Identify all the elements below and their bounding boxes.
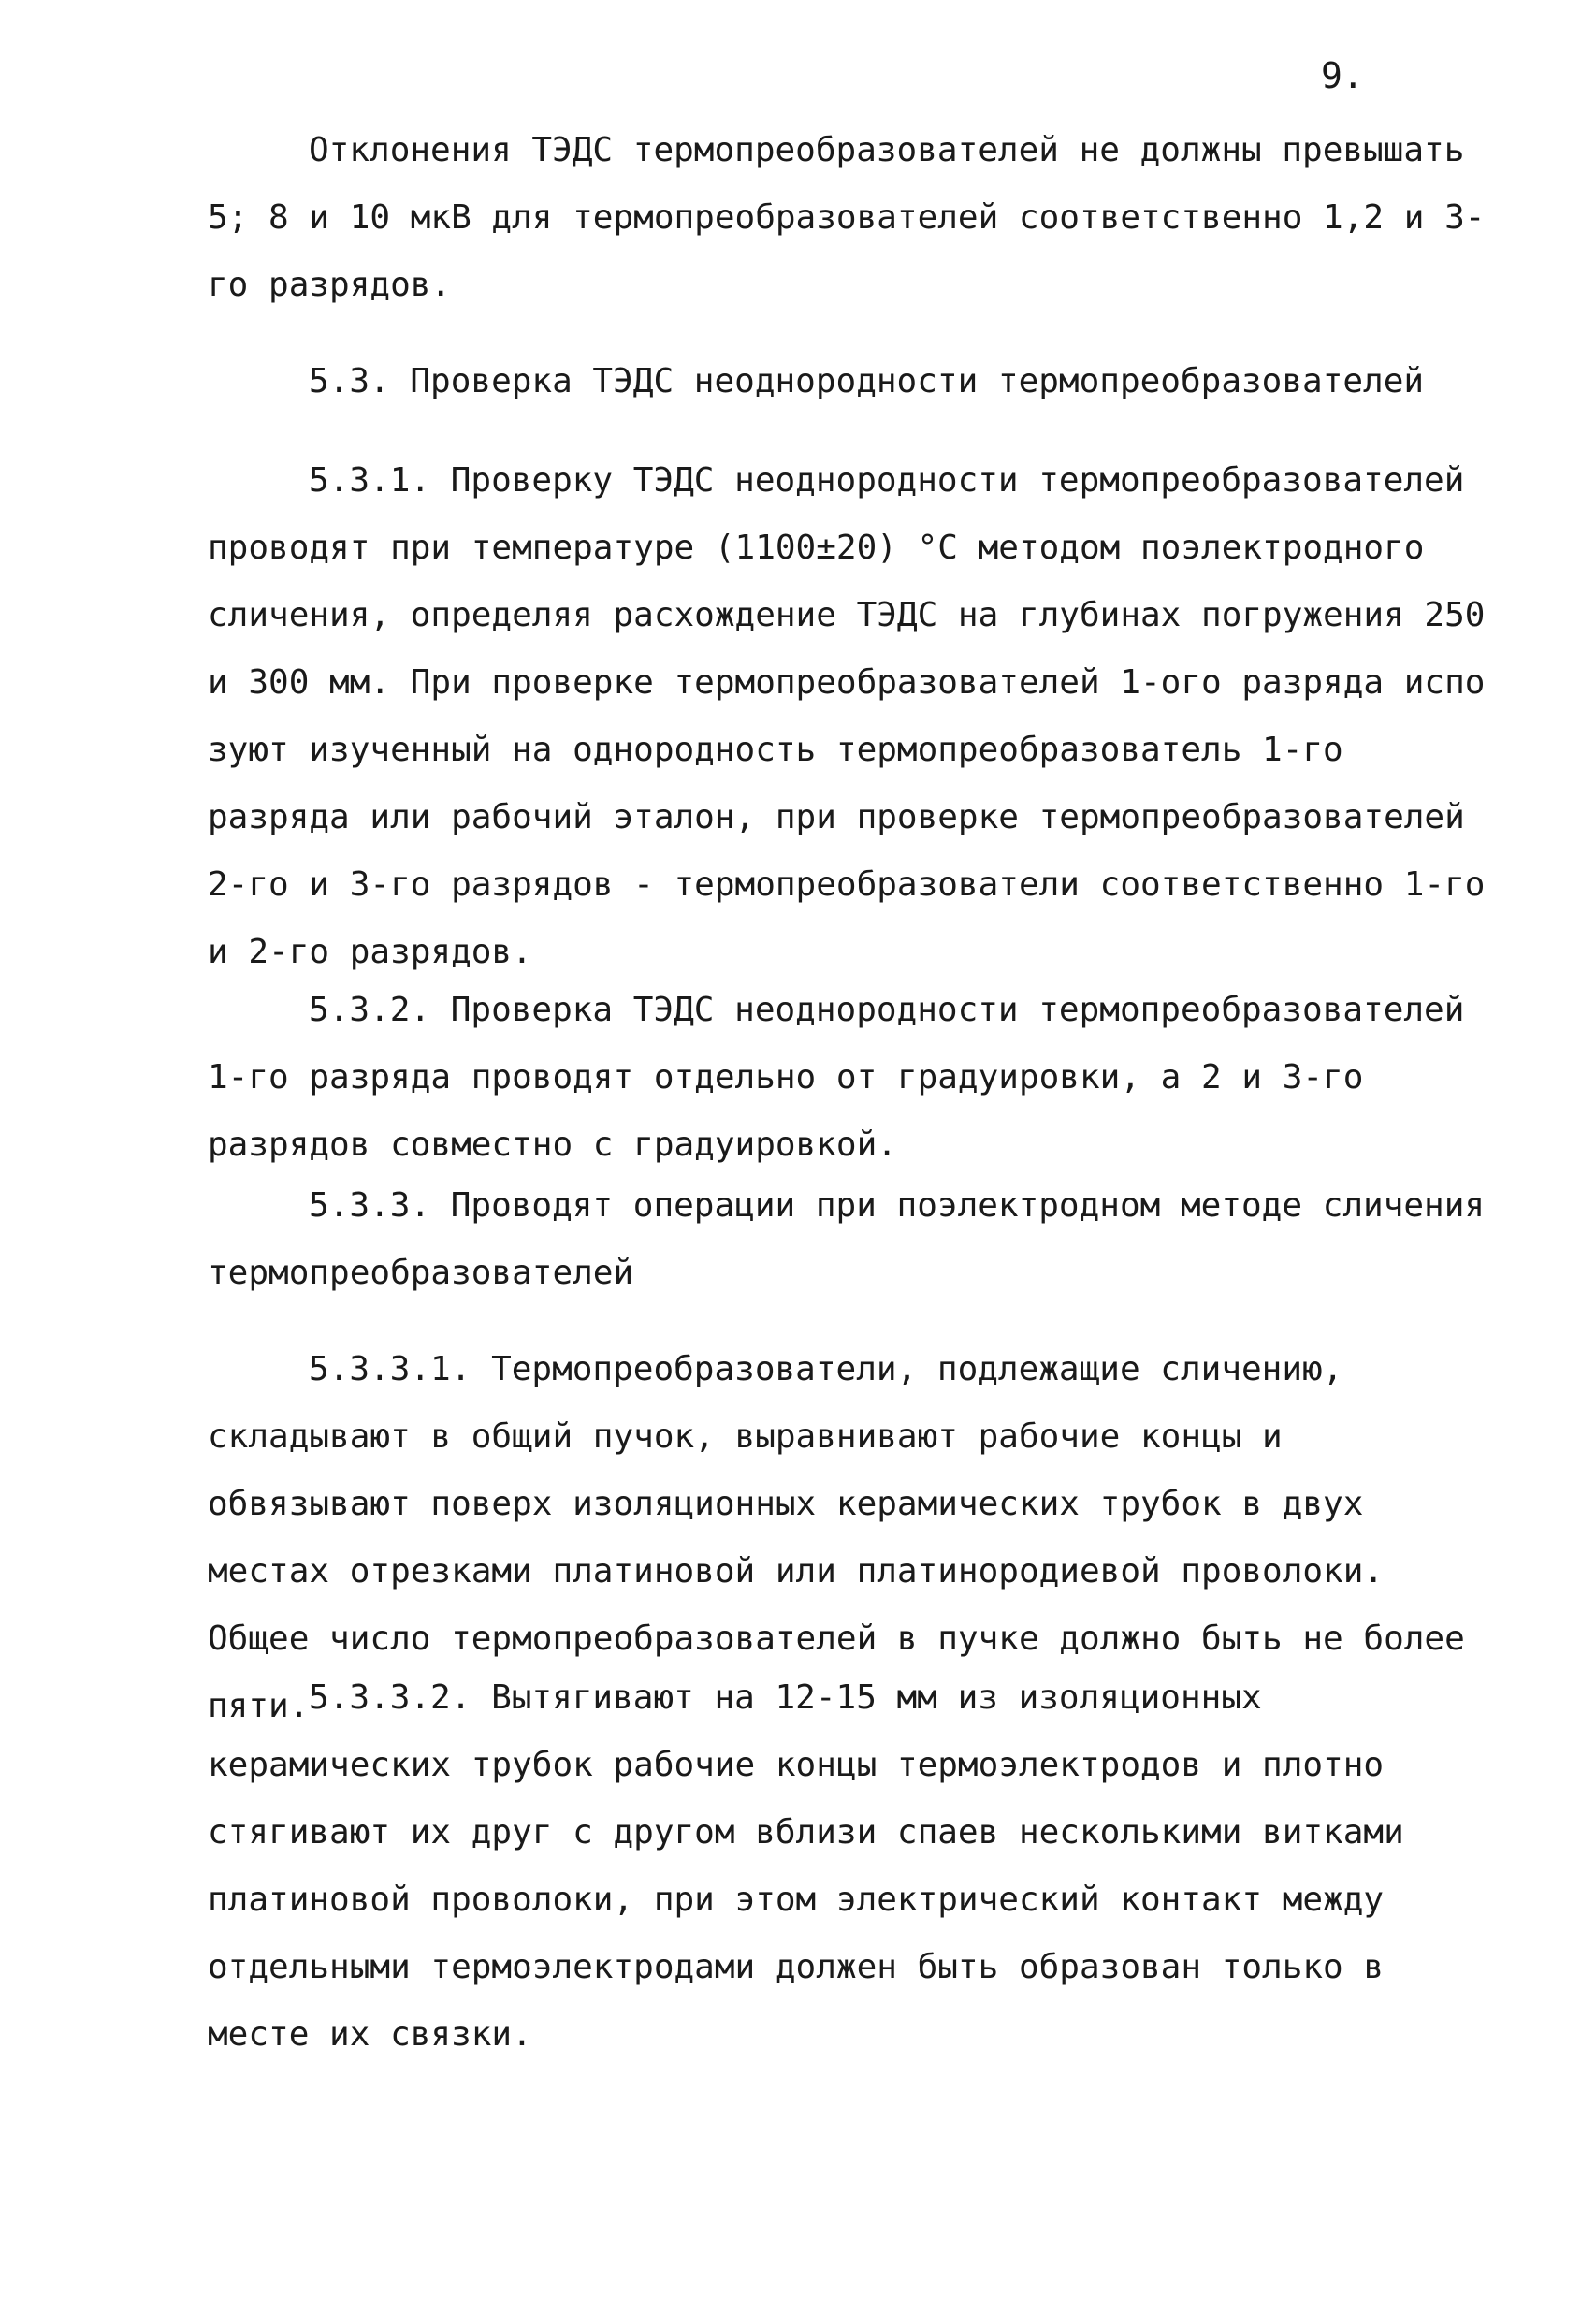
page-number: 9.	[1321, 55, 1364, 96]
section-heading-5-3: 5.3. Проверка ТЭДС неоднородности термопреобразователей	[309, 362, 1425, 400]
paragraph-5-3-3: 5.3.3. Проводят операции при поэлектродном методе сличения термопреобразователей	[208, 1186, 1486, 1292]
paragraph-5-3-1: 5.3.1. Проверку ТЭДС неоднородности термопреобразователей проводят при температуре (1100±20) °С методом поэлектродного сличения, определяя расхождение ТЭДС на глубинах погружения 250 и 300 мм. При проверке термопреобразователей 1-ого разряда испо зуют изученный на однородность термопреобразователь 1-го разряда или рабочий эталон, при проверке термопреобразователей 2-го и 3-го разрядов - термопреобразователи соответственно 1-го и 2-го разрядов.	[208, 461, 1486, 971]
paragraph-5-3-3-2: 5.3.3.2. Вытягивают на 12-15 мм из изоляционных керамических трубок рабочие концы термоэлектродов и плотно стягивают их друг с другом вблизи спаев несколькими витками платиновой проволоки, при этом электрический контакт между отдельными термоэлектродами должен быть образован только в месте их связки.	[208, 1678, 1404, 2054]
paragraph-5-3-3-1: 5.3.3.1. Термопреобразователи, подлежащие сличению, складывают в общий пучок, выравнивают рабочие концы и обвязывают поверх изоляционных керамических трубок в двух местах отрезками платиновой или платинородиевой проволоки. Общее число термопреобразователей в пучке должно быть не более пяти.	[208, 1350, 1465, 1725]
paragraph-5-3-2: 5.3.2. Проверка ТЭДС неоднородности термопреобразователей 1-го разряда проводят отдельно от градуировки, а 2 и 3-го разрядов совместно с градуировкой.	[208, 991, 1465, 1164]
paragraph-intro: Отклонения ТЭДС термопреобразователей не должны превышать 5; 8 и 10 мкВ для термопреобразователей соответственно 1,2 и 3-го разрядов.	[208, 131, 1486, 304]
